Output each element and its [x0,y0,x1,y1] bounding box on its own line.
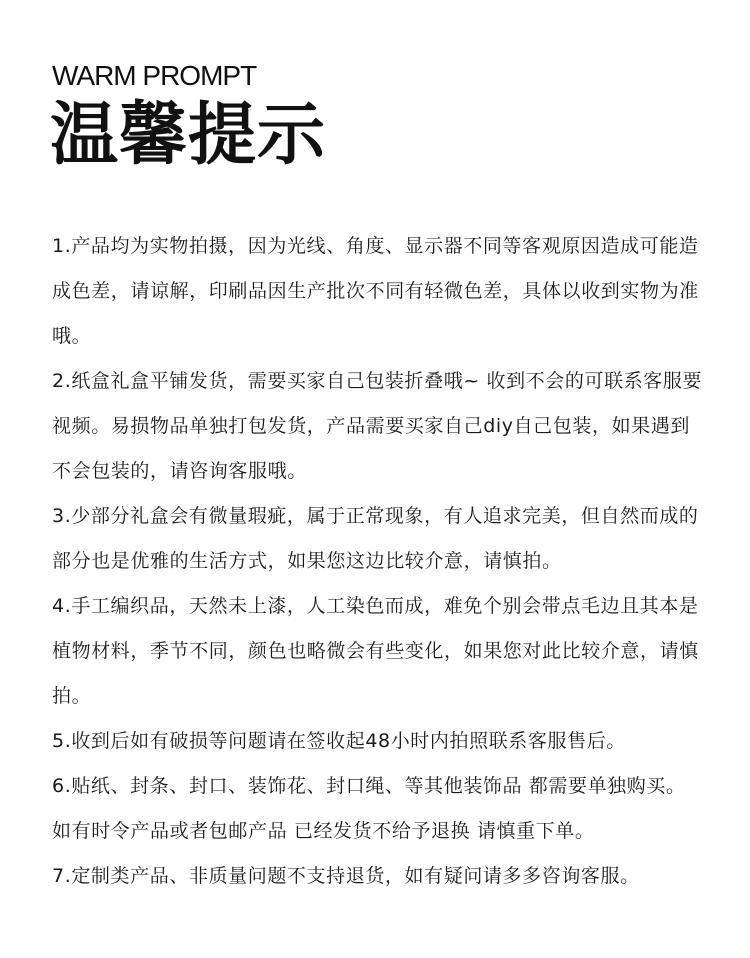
notice-item-6: 6.贴纸、封条、封口、装饰花、封口绳、等其他装饰品 都需要单独购买。如有时令产品或者包邮产品 已经发货不给予退换 请慎重下单。 [52,775,686,842]
notice-item-4: 4.手工编织品，天然未上漆，人工染色而成，难免个别会带点毛边且其本是植物材料，季节不同，颜色也略微会有些变化，如果您对此比较介意，请慎拍。 [52,595,699,707]
notice-item-3: 3.少部分礼盒会有微量瑕疵，属于正常现象，有人追求完美，但自然而成的部分也是优雅的生活方式，如果您这边比较介意，请慎拍。 [52,505,699,572]
notice-item-5: 5.收到后如有破损等问题请在签收起48小时内拍照联系客服售后。 [52,730,626,752]
page-subtitle: WARM PROMPT [52,60,257,91]
notice-item-1: 1.产品均为实物拍摄，因为光线、角度、显示器不同等客观原因造成可能造成色差，请谅解，印刷品因生产批次不同有轻微色差，具体以收到实物为准哦。 [52,235,699,347]
notice-list [52,224,704,899]
notice-item-2: 2.纸盒礼盒平铺发货，需要买家自己包装折叠哦~ 收到不会的可联系客服要视频。易损物品单独打包发货，产品需要买家自己diy自己包装，如果遇到不会包装的，请咨询客服哦。 [52,370,703,482]
page-title: 温馨提示 [50,95,327,175]
notice-item-7: 7.定制类产品、非质量问题不支持退货，如有疑问请多多咨询客服。 [52,865,640,887]
